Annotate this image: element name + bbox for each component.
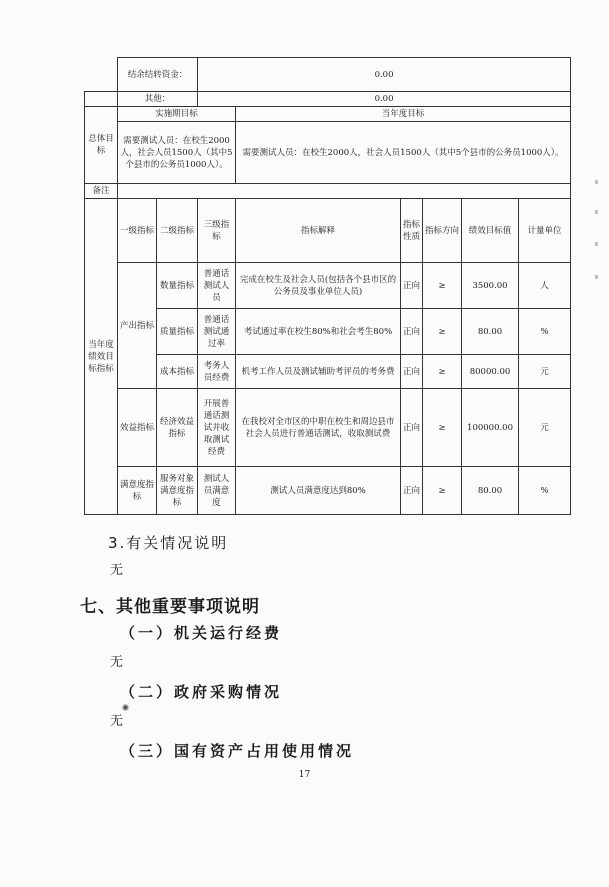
level3-cell: 普通话测试人员 — [198, 263, 236, 309]
target-value-cell: 80000.00 — [462, 355, 519, 389]
scan-specks — [595, 180, 601, 300]
explanation-cell: 在我校对全市区的中职在校生和周边县市社会人员进行普通话测试，收取测试费 — [236, 389, 401, 467]
level1-satisfaction: 满意度指标 — [118, 467, 157, 515]
section-7-2-body: 无 — [110, 714, 124, 729]
remarks-label: 备注 — [85, 184, 118, 199]
carryover-value: 0.00 — [198, 58, 571, 92]
indicator-row — [85, 355, 571, 389]
header-unit: 计量单位 — [519, 199, 571, 263]
section-3-heading: 3.有关情况说明 — [108, 534, 229, 552]
target-value-cell: 80.00 — [462, 467, 519, 515]
level3-cell: 普通话测试通过率 — [198, 309, 236, 355]
unit-cell: % — [519, 467, 571, 515]
direction-cell: ≥ — [423, 355, 462, 389]
header-level1: 一级指标 — [118, 199, 157, 263]
indicator-header-row — [85, 199, 571, 263]
unit-cell: 元 — [519, 355, 571, 389]
unit-cell: % — [519, 309, 571, 355]
explanation-cell: 完成在校生及社会人员(包括各个县市区的公务员及事业单位人员) — [236, 263, 401, 309]
performance-table-wrap — [84, 57, 570, 515]
explanation-cell: 机考工作人员及测试辅助考评员的考务费 — [236, 355, 401, 389]
implementation-goal-header: 实施期目标 — [118, 107, 236, 122]
indicator-row — [85, 389, 571, 467]
direction-cell: ≥ — [423, 263, 462, 309]
explanation-cell: 测试人员满意度达到80% — [236, 467, 401, 515]
direction-cell: ≥ — [423, 389, 462, 467]
level2-cell: 服务对象满意度指标 — [157, 467, 198, 515]
budget-row-other — [85, 92, 571, 107]
indicator-row — [85, 309, 571, 355]
section-7-1-heading: （一）机关运行经费 — [120, 624, 283, 642]
nature-cell: 正向 — [401, 467, 423, 515]
target-value-cell: 80.00 — [462, 309, 519, 355]
level1-output: 产出指标 — [118, 263, 157, 389]
annual-goal-text: 需要测试人员：在校生2000人，社会人员1500人（其中5个县市的公务员1000人）。 — [236, 122, 571, 184]
implementation-goal-text: 需要测试人员：在校生2000人，社会人员1500人（其中5个县市的公务员1000人）。 — [118, 122, 236, 184]
level2-cell: 质量指标 — [157, 309, 198, 355]
section-7-heading: 七、其他重要事项说明 — [80, 597, 260, 617]
unit-cell: 人 — [519, 263, 571, 309]
section-7-1-body: 无 — [110, 655, 124, 670]
direction-cell: ≥ — [423, 309, 462, 355]
remarks-row — [85, 184, 571, 199]
annual-goal-header: 当年度目标 — [236, 107, 571, 122]
level2-cell: 经济效益指标 — [157, 389, 198, 467]
target-value-cell: 3500.00 — [462, 263, 519, 309]
direction-cell: ≥ — [423, 467, 462, 515]
header-explanation: 指标解释 — [236, 199, 401, 263]
nature-cell: 正向 — [401, 309, 423, 355]
header-level2: 二级指标 — [157, 199, 198, 263]
other-value: 0.00 — [198, 92, 571, 107]
nature-cell: 正向 — [401, 355, 423, 389]
level1-benefit: 效益指标 — [118, 389, 157, 467]
performance-goal-table — [84, 57, 571, 515]
annual-indicator-label: 当年度绩效目标指标 — [85, 199, 118, 515]
goal-content-row — [85, 122, 571, 184]
overall-goal-label: 总体目标 — [85, 107, 118, 184]
carryover-label: 结余结转资金： — [118, 58, 198, 92]
nature-cell: 正向 — [401, 389, 423, 467]
header-nature: 指标性质 — [401, 199, 423, 263]
unit-cell: 元 — [519, 389, 571, 467]
budget-row-carryover — [85, 58, 571, 92]
level3-cell: 开展普通话测试并收取测试经费 — [198, 389, 236, 467]
section-3-body: 无 — [110, 563, 124, 578]
target-value-cell: 100000.00 — [462, 389, 519, 467]
nature-cell: 正向 — [401, 263, 423, 309]
explanation-cell: 考试通过率在校生80%和社会考生80% — [236, 309, 401, 355]
page-number: 17 — [298, 770, 311, 780]
level2-cell: 成本指标 — [157, 355, 198, 389]
goal-header-row — [85, 107, 571, 122]
level3-cell: 测试人员满意度 — [198, 467, 236, 515]
level2-cell: 数量指标 — [157, 263, 198, 309]
level3-cell: 考务人员经费 — [198, 355, 236, 389]
section-7-3-heading: （三）国有资产占用使用情况 — [120, 742, 355, 760]
ink-speck — [122, 704, 129, 711]
header-target-value: 绩效目标值 — [462, 199, 519, 263]
remarks-value — [118, 184, 571, 199]
header-level3: 三级指标 — [198, 199, 236, 263]
header-direction: 指标方向 — [423, 199, 462, 263]
indicator-row — [85, 263, 571, 309]
other-label: 其他： — [118, 92, 198, 107]
section-7-2-heading: （二）政府采购情况 — [120, 683, 283, 701]
indicator-row — [85, 467, 571, 515]
